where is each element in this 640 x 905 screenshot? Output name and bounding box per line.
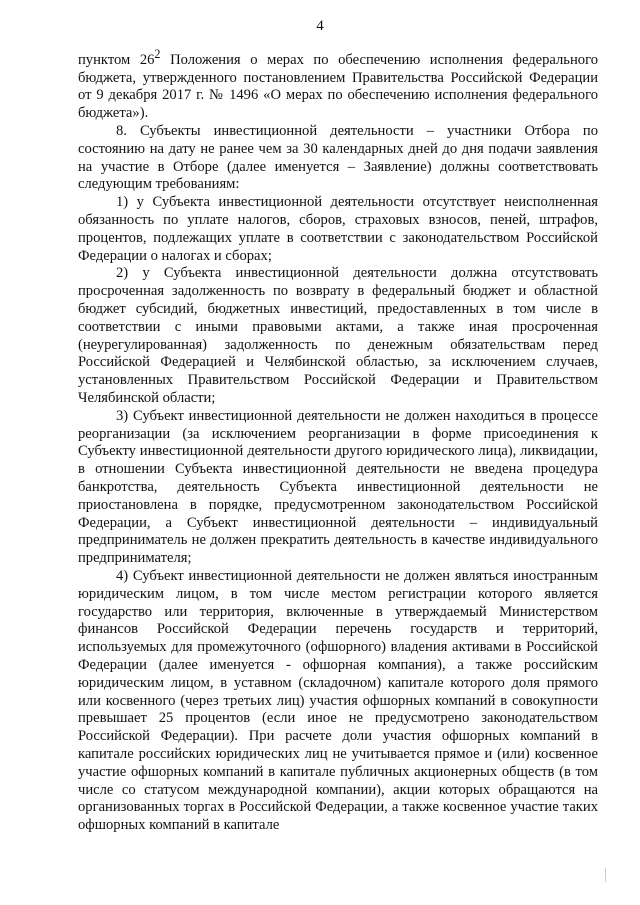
- text-after-footnote-ref: Положения о мерах по обеспечению исполнения федерального бюджета, утвержденного постановлением Правительства Российской Федерации от 9 декабря 2017 г. № 1496 «О мерах по обеспечению исполнения федерального бюджета»).: [78, 51, 598, 122]
- scan-mark: [605, 868, 606, 882]
- paragraph-continuation: [78, 46, 598, 123]
- paragraph-subitem-1: 1) у Субъекта инвестиционной деятельности отсутствует неисполненная обязанность по уплате налогов, сборов, страховых взносов, пеней, штрафов, процентов, подлежащих уплате в соответствии с законодательством Российской Федерации о налогах и сборах;: [78, 194, 598, 264]
- page-number: 4: [316, 18, 324, 34]
- paragraph-subitem-2: 2) у Субъекта инвестиционной деятельности должна отсутствовать просроченная задолженность по возврату в федеральный бюджет и областной бюджет субсидий, бюджетных инвестиций, предоставленных в том числе в соответствии с иными правовыми актами, а также иная просроченная (неурегулированная) задолженность по денежным обязательствам перед Российской Федерацией и Челябинской областью, за исключением случаев, установленных Правительством Российской Федерации и Правительством Челябинской области;: [78, 265, 598, 406]
- paragraph-subitem-4: 4) Субъект инвестиционной деятельности не должен являться иностранным юридическим лицом, в том числе местом регистрации которого является государство или территория, включенные в утверждаемый Министерством финансов Российской Федерации перечень государств и территорий, используемых для промежуточного (офшорного) владения активами в Российской Федерации (далее именуется - офшорная компания), а также российским юридическим лицом, в уставном (складочном) капитале которого доля прямого или косвенного (через третьих лиц) участия офшорных компаний в совокупности превышает 25 процентов (если иное не предусмотрено законодательством Российской Федерации). При расчете доли участия офшорных компаний в капитале российских юридических лиц не учитывается прямое и (или) косвенное участие офшорных компаний в капитале публичных акционерных обществ (в том числе со статусом международной компании), акции которых обращаются на организованных торгах в Российской Федерации, а также косвенное участие таких офшорных компаний в капитале: [78, 567, 598, 834]
- superscript-index: 2: [154, 47, 161, 61]
- paragraph-subitem-3: 3) Субъект инвестиционной деятельности не должен находиться в процессе реорганизации (за исключением реорганизации в форме присоединения к Субъекту инвестиционной деятельности другого юридического лица), ликвидации, в отношении Субъекта инвестиционной деятельности не введена процедура банкротства, деятельность Субъекта инвестиционной деятельности не приостановлена в порядке, предусмотренном законодательством Российской Федерации, а Субъект инвестиционной деятельности – индивидуальный предприниматель не должен прекратить деятельность в качестве индивидуального предпринимателя;: [78, 407, 598, 567]
- paragraph-item-8: 8. Субъекты инвестиционной деятельности – участники Отбора по состоянию на дату не ранее чем за 30 календарных дней до дня подачи заявления на участие в Отборе (далее именуется – Заявление) должны соответствовать следующим требованиям:: [78, 123, 598, 193]
- document-body: [78, 46, 598, 835]
- text-before-footnote-ref: пунктом 26: [78, 51, 155, 68]
